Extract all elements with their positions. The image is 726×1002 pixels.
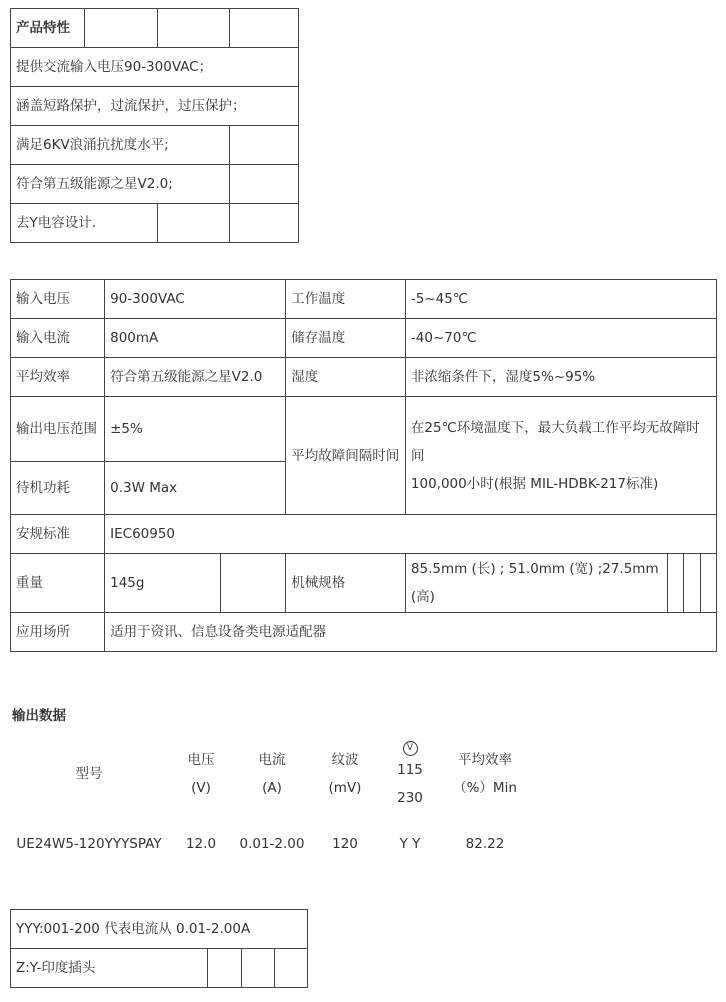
output-data-table xyxy=(12,736,532,858)
output-data-row xyxy=(12,812,532,858)
cell-current: 0.01-2.00 xyxy=(239,836,305,852)
spec-label: 安规标准 xyxy=(11,515,105,554)
empty-cell xyxy=(241,949,274,988)
empty-cell xyxy=(230,165,299,204)
product-features-table xyxy=(10,8,299,243)
feature-item: 符合第五级能源之星V2.0; xyxy=(11,165,230,204)
header-input-line3: 230 xyxy=(397,790,423,806)
cell-efficiency: 82.22 xyxy=(465,836,505,852)
empty-cell xyxy=(230,126,299,165)
mtbf-line1: 在25℃环境温度下，最大负载工作平均无故障时间 xyxy=(410,419,700,464)
header-voltage xyxy=(166,736,236,812)
spec-label: 待机功耗 xyxy=(11,462,105,515)
notes-table xyxy=(10,909,308,988)
cell-voltage: 12.0 xyxy=(185,836,217,852)
empty-cell xyxy=(157,204,230,243)
spec-label: 工作温度 xyxy=(286,280,406,319)
feature-item: 提供交流输入电压90-300VAC； xyxy=(11,48,299,87)
feature-row xyxy=(11,87,299,126)
circled-v-icon: V xyxy=(403,741,418,756)
header-efficiency xyxy=(438,736,532,812)
output-header-row xyxy=(12,736,532,812)
feature-row xyxy=(11,48,299,87)
header-current-line2: (A) xyxy=(262,780,282,796)
spec-value: IEC60950 xyxy=(105,515,717,554)
empty-cell xyxy=(230,204,299,243)
spec-value: -40~70℃ xyxy=(405,319,716,358)
header-voltage-line2: (V) xyxy=(191,780,211,796)
header-current xyxy=(236,736,308,812)
header-input-line2: 115 xyxy=(397,762,423,778)
header-ripple xyxy=(308,736,382,812)
header-efficiency-line2: （%）Min xyxy=(453,780,517,796)
mtbf-line2: 100,000小时(根据 MIL-HDBK-217标准) xyxy=(410,475,659,492)
header-current-line1: 电流 xyxy=(258,752,286,768)
spec-label: 机械规格 xyxy=(286,554,406,613)
empty-cell xyxy=(700,554,716,613)
feature-row xyxy=(11,204,299,243)
spec-value: 145g xyxy=(105,554,221,613)
header-model: 型号 xyxy=(75,766,103,782)
spec-value-mtbf xyxy=(405,397,716,515)
spec-label: 平均故障间隔时间 xyxy=(286,397,406,515)
note-row xyxy=(11,949,308,988)
empty-cell xyxy=(220,554,285,613)
spec-row xyxy=(11,280,717,319)
feature-row xyxy=(11,126,299,165)
spec-label: 重量 xyxy=(11,554,105,613)
spec-value: -5~45℃ xyxy=(405,280,716,319)
spec-value: 符合第五级能源之星V2.0 xyxy=(105,358,286,397)
spec-value: 85.5mm (长) ; 51.0mm (宽) ;27.5mm (高) xyxy=(405,554,667,613)
spec-value: 0.3W Max xyxy=(105,462,286,515)
spec-value: 800mA xyxy=(105,319,286,358)
header-ripple-line1: 纹波 xyxy=(331,752,359,768)
header-ripple-line2: (mV) xyxy=(328,780,362,796)
empty-cell xyxy=(230,9,299,48)
empty-cell xyxy=(157,9,230,48)
spec-value: 适用于资讯、信息设备类电源适配器 xyxy=(105,613,717,652)
cell-input: Y Y xyxy=(399,836,421,852)
header-voltage-line1: 电压 xyxy=(187,752,215,768)
spec-label: 储存温度 xyxy=(286,319,406,358)
spec-label: 平均效率 xyxy=(11,358,105,397)
spec-row xyxy=(11,319,717,358)
spec-value: ±5% xyxy=(105,397,286,462)
spec-row xyxy=(11,515,717,554)
spec-row xyxy=(11,358,717,397)
features-title: 产品特性 xyxy=(11,9,85,48)
cell-model: UE24W5-120YYYSPAY xyxy=(16,836,162,852)
note-line: YYY:001-200 代表电流从 0.01-2.00A xyxy=(11,910,308,949)
header-efficiency-line1: 平均效率 xyxy=(458,752,512,768)
empty-cell xyxy=(208,949,241,988)
spec-row xyxy=(11,554,717,613)
spec-row xyxy=(11,397,717,462)
spec-label: 应用场所 xyxy=(11,613,105,652)
header-input xyxy=(382,736,438,812)
empty-cell xyxy=(84,9,157,48)
empty-cell xyxy=(684,554,700,613)
spec-row xyxy=(11,613,717,652)
spec-label: 输入电压 xyxy=(11,280,105,319)
empty-cell xyxy=(274,949,307,988)
spec-value: 90-300VAC xyxy=(105,280,286,319)
feature-item: 去Y电容设计. xyxy=(11,204,158,243)
spec-label: 输出电压范围 xyxy=(11,397,105,462)
feature-item: 满足6KV浪涌抗扰度水平; xyxy=(11,126,230,165)
note-row xyxy=(11,910,308,949)
features-header-row xyxy=(11,9,299,48)
note-line: Z:Y-印度插头 xyxy=(11,949,208,988)
spec-value: 非浓缩条件下，湿度5%~95% xyxy=(405,358,716,397)
specifications-table xyxy=(10,279,717,652)
empty-cell xyxy=(667,554,683,613)
output-section-title: 输出数据 xyxy=(12,708,66,724)
spec-label: 输入电流 xyxy=(11,319,105,358)
feature-row xyxy=(11,165,299,204)
feature-item: 涵盖短路保护，过流保护，过压保护； xyxy=(11,87,299,126)
cell-ripple: 120 xyxy=(332,836,358,852)
spec-label: 湿度 xyxy=(286,358,406,397)
